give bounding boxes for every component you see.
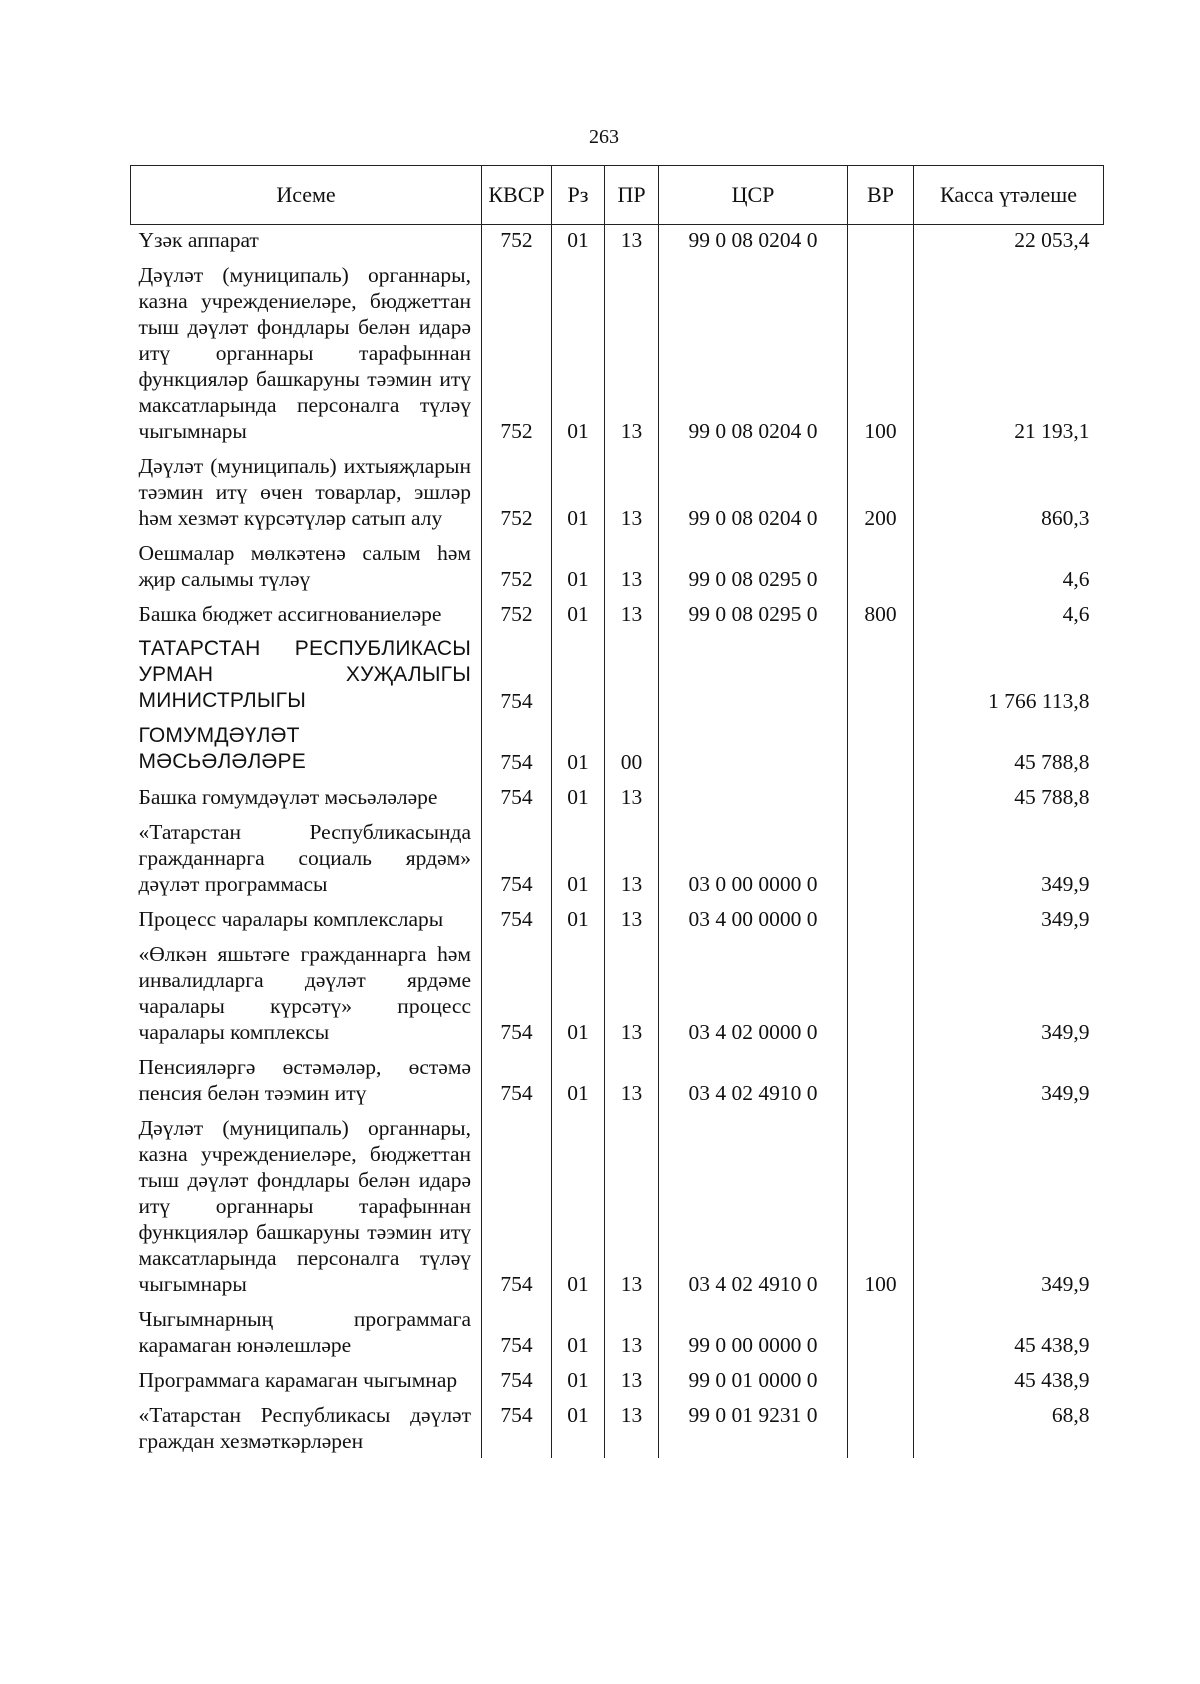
cell-rz: 01	[552, 257, 605, 448]
cell-amount: 45 788,8	[914, 718, 1104, 779]
cell-csr	[659, 718, 848, 779]
cell-pr: 13	[605, 779, 659, 814]
cell-pr: 13	[605, 535, 659, 596]
cell-name: Дәүләт (муниципаль) органнары, казна учреждениеләре, бюджеттан тыш дәүләт фондлары белән идарә итү органнары тарафыннан функцияләр башкаруны тәэмин итү максатларында персоналга түләү чыгымнары	[138, 263, 471, 443]
table-row	[131, 779, 1104, 814]
cell-name: Үзәк аппарат	[138, 228, 259, 252]
cell-pr: 13	[605, 596, 659, 631]
cell-csr: 99 0 08 0295 0	[659, 596, 848, 631]
cell-amount: 21 193,1	[914, 257, 1104, 448]
budget-table-container	[130, 165, 1103, 1458]
cell-amount: 349,9	[914, 936, 1104, 1049]
table-row	[131, 631, 1104, 718]
cell-csr: 99 0 00 0000 0	[659, 1301, 848, 1362]
cell-kvsr: 754	[482, 901, 552, 936]
table-row	[131, 596, 1104, 631]
header-rz: Рз	[552, 166, 605, 225]
cell-kvsr: 752	[482, 535, 552, 596]
cell-pr: 13	[605, 1397, 659, 1458]
cell-kvsr: 752	[482, 596, 552, 631]
cell-csr: 03 4 00 0000 0	[659, 901, 848, 936]
header-name: Исеме	[131, 166, 482, 225]
cell-vr	[848, 225, 914, 258]
cell-vr	[848, 779, 914, 814]
cell-amount: 4,6	[914, 596, 1104, 631]
cell-amount: 4,6	[914, 535, 1104, 596]
cell-vr	[848, 901, 914, 936]
cell-amount: 45 438,9	[914, 1362, 1104, 1397]
cell-name: Башка бюджет ассигнованиеләре	[138, 602, 442, 626]
cell-vr	[848, 631, 914, 718]
cell-name: ТАТАРСТАН РЕСПУБЛИКАСЫ УРМАН ХУҖАЛЫГЫ МИНИСТРЛЫГЫ	[138, 637, 471, 712]
cell-vr	[848, 936, 914, 1049]
cell-name: «Татарстан Республикасында гражданнарга социаль ярдәм» дәүләт программасы	[138, 820, 471, 896]
cell-rz	[552, 631, 605, 718]
cell-csr: 99 0 08 0204 0	[659, 257, 848, 448]
cell-name: ГОМУМДӘҮЛӘТ МӘСЬӘЛӘЛӘРЕ	[138, 724, 306, 773]
cell-rz: 01	[552, 718, 605, 779]
cell-name: Программага карамаган чыгымнар	[138, 1368, 458, 1392]
cell-rz: 01	[552, 448, 605, 535]
cell-csr: 99 0 08 0295 0	[659, 535, 848, 596]
cell-kvsr: 752	[482, 257, 552, 448]
cell-rz: 01	[552, 814, 605, 901]
page-number: 263	[589, 126, 619, 148]
cell-name: Башка гомумдәүләт мәсьәләләре	[138, 785, 438, 809]
cell-name: Процесс чаралары комплекслары	[138, 907, 444, 931]
table-row	[131, 814, 1104, 901]
cell-name: Оешмалар мөлкәтенә салым һәм җир салымы түләү	[138, 541, 471, 591]
cell-vr: 200	[848, 448, 914, 535]
cell-kvsr: 752	[482, 448, 552, 535]
cell-name: Дәүләт (муниципаль) ихтыяҗларын тәэмин итү өчен товарлар, эшләр һәм хезмәт күрсәтүләр сатып алу	[138, 454, 471, 530]
cell-pr: 13	[605, 814, 659, 901]
header-kvsr: КВСР	[482, 166, 552, 225]
table-row	[131, 1362, 1104, 1397]
table-row	[131, 1110, 1104, 1301]
table-row	[131, 1301, 1104, 1362]
table-body	[131, 225, 1104, 1459]
cell-pr: 13	[605, 1362, 659, 1397]
cell-pr: 13	[605, 1049, 659, 1110]
table-row	[131, 1049, 1104, 1110]
cell-rz: 01	[552, 1049, 605, 1110]
cell-kvsr: 754	[482, 1301, 552, 1362]
cell-pr: 13	[605, 901, 659, 936]
cell-rz: 01	[552, 1301, 605, 1362]
table-header	[131, 166, 1104, 225]
cell-vr	[848, 1397, 914, 1458]
cell-amount: 349,9	[914, 1110, 1104, 1301]
cell-kvsr: 754	[482, 718, 552, 779]
table-row	[131, 225, 1104, 258]
cell-amount: 1 766 113,8	[914, 631, 1104, 718]
cell-rz: 01	[552, 1362, 605, 1397]
cell-pr: 13	[605, 448, 659, 535]
cell-kvsr: 754	[482, 936, 552, 1049]
cell-vr: 800	[848, 596, 914, 631]
cell-vr	[848, 1362, 914, 1397]
cell-amount: 349,9	[914, 1049, 1104, 1110]
cell-csr: 99 0 01 9231 0	[659, 1397, 848, 1458]
cell-amount: 860,3	[914, 448, 1104, 535]
cell-kvsr: 754	[482, 631, 552, 718]
cell-kvsr: 754	[482, 1049, 552, 1110]
cell-name: Пенсияләргә өстәмәләр, өстәмә пенсия белән тәэмин итү	[138, 1055, 471, 1105]
cell-vr	[848, 1301, 914, 1362]
table-row	[131, 535, 1104, 596]
cell-csr: 03 4 02 4910 0	[659, 1110, 848, 1301]
header-kassa: Касса үтәлеше	[914, 166, 1104, 225]
cell-kvsr: 752	[482, 225, 552, 258]
cell-amount: 349,9	[914, 901, 1104, 936]
cell-pr: 13	[605, 936, 659, 1049]
cell-csr: 03 4 02 4910 0	[659, 1049, 848, 1110]
table-row	[131, 1397, 1104, 1458]
cell-csr	[659, 779, 848, 814]
cell-rz: 01	[552, 225, 605, 258]
cell-rz: 01	[552, 1110, 605, 1301]
cell-kvsr: 754	[482, 1362, 552, 1397]
header-vr: ВР	[848, 166, 914, 225]
cell-kvsr: 754	[482, 1110, 552, 1301]
cell-csr: 99 0 08 0204 0	[659, 448, 848, 535]
cell-amount: 45 788,8	[914, 779, 1104, 814]
cell-vr	[848, 718, 914, 779]
cell-csr: 03 0 00 0000 0	[659, 814, 848, 901]
cell-rz: 01	[552, 901, 605, 936]
cell-amount: 349,9	[914, 814, 1104, 901]
cell-pr: 13	[605, 1301, 659, 1362]
cell-kvsr: 754	[482, 814, 552, 901]
cell-vr: 100	[848, 257, 914, 448]
cell-pr: 13	[605, 1110, 659, 1301]
header-pr: ПР	[605, 166, 659, 225]
cell-name: «Өлкән яшьтәге гражданнарга һәм инвалидларга дәүләт ярдәме чаралары күрсәтү» процесс чаралары комплексы	[138, 942, 471, 1044]
cell-rz: 01	[552, 596, 605, 631]
table-row	[131, 257, 1104, 448]
cell-kvsr: 754	[482, 779, 552, 814]
cell-kvsr: 754	[482, 1397, 552, 1458]
cell-vr	[848, 814, 914, 901]
cell-rz: 01	[552, 535, 605, 596]
cell-vr	[848, 1049, 914, 1110]
cell-amount: 45 438,9	[914, 1301, 1104, 1362]
cell-pr: 00	[605, 718, 659, 779]
cell-csr: 03 4 02 0000 0	[659, 936, 848, 1049]
table-row	[131, 901, 1104, 936]
cell-name: «Татарстан Республикасы дәүләт граждан хезмәткәрләрен	[138, 1403, 471, 1453]
table-row	[131, 936, 1104, 1049]
header-csr: ЦСР	[659, 166, 848, 225]
table-row	[131, 718, 1104, 779]
cell-pr: 13	[605, 225, 659, 258]
cell-csr: 99 0 01 0000 0	[659, 1362, 848, 1397]
cell-csr	[659, 631, 848, 718]
cell-csr: 99 0 08 0204 0	[659, 225, 848, 258]
cell-name: Чыгымнарның программага карамаган юнәлешләре	[138, 1307, 471, 1357]
cell-amount: 22 053,4	[914, 225, 1104, 258]
table-row	[131, 448, 1104, 535]
cell-pr	[605, 631, 659, 718]
budget-table	[130, 165, 1104, 1458]
cell-name: Дәүләт (муниципаль) органнары, казна учреждениеләре, бюджеттан тыш дәүләт фондлары белән идарә итү органнары тарафыннан функцияләр башкаруны тәэмин итү максатларында персоналга түләү чыгымнары	[138, 1116, 471, 1296]
cell-rz: 01	[552, 1397, 605, 1458]
cell-rz: 01	[552, 779, 605, 814]
cell-rz: 01	[552, 936, 605, 1049]
cell-vr: 100	[848, 1110, 914, 1301]
cell-amount: 68,8	[914, 1397, 1104, 1458]
cell-vr	[848, 535, 914, 596]
cell-pr: 13	[605, 257, 659, 448]
